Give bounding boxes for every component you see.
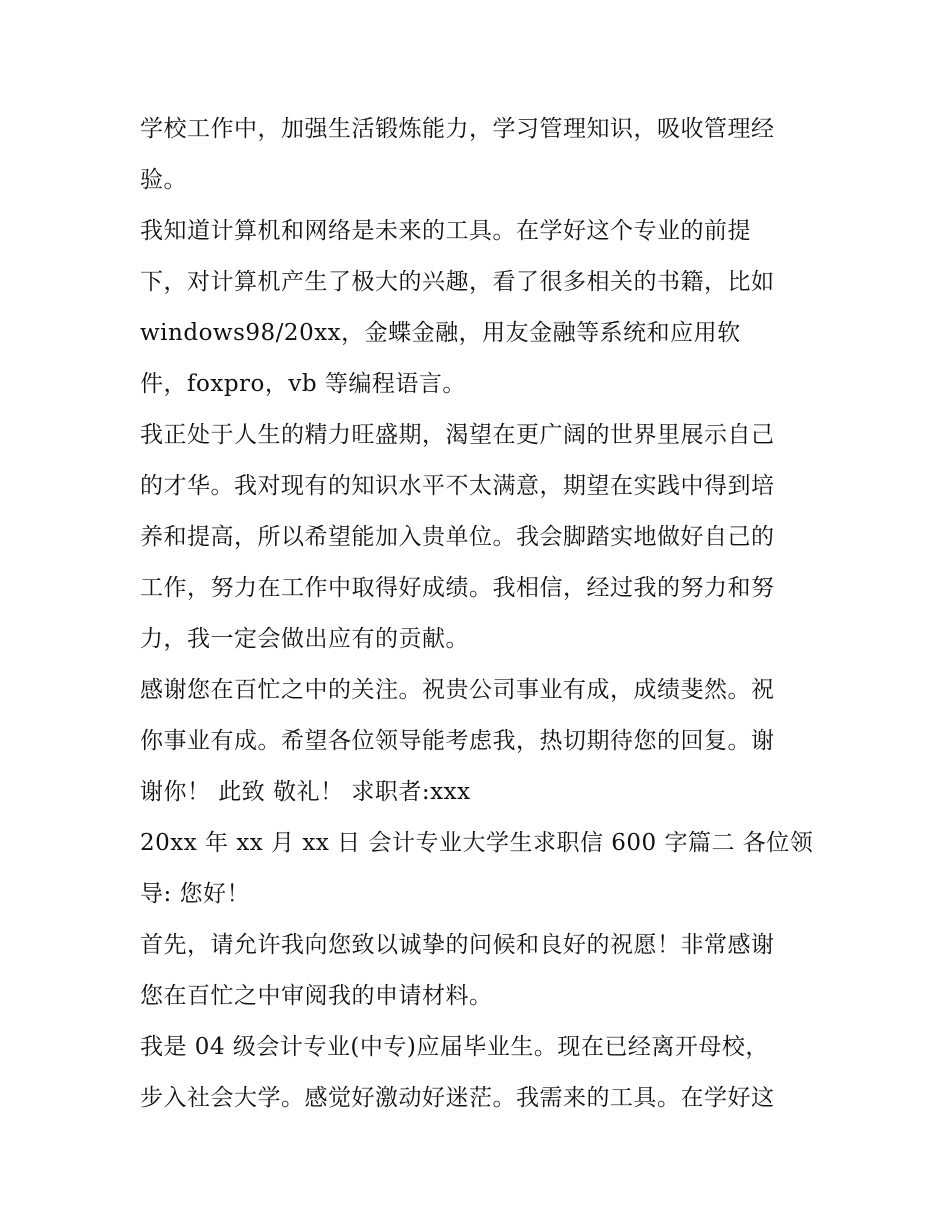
text-line: 导: 您好！ (140, 881, 251, 907)
text-line: 我正处于人生的精力旺盛期，渴望在更广阔的世界里展示自己 (140, 422, 775, 448)
text-line: 验。 (140, 167, 187, 193)
text-line: 你事业有成。希望各位领导能考虑我，热切期待您的回复。谢 (140, 728, 775, 754)
text-line: 养和提高，所以希望能加入贵单位。我会脚踏实地做好自己的 (140, 524, 775, 550)
text-line: 感谢您在百忙之中的关注。祝贵公司事业有成，成绩斐然。祝 (140, 677, 775, 703)
text-line: 步入社会大学。感觉好激动好迷茫。我需来的工具。在学好这 (140, 1085, 775, 1111)
document-body (140, 104, 820, 1124)
text-line: 首先，请允许我向您致以诚挚的问候和良好的祝愿！非常感谢 (140, 932, 775, 958)
text-line: windows98/20xx，金蝶金融，用友金融等系统和应用软 (140, 320, 741, 346)
text-line: 我知道计算机和网络是未来的工具。在学好这个专业的前提 (140, 218, 751, 244)
text-line: 工作，努力在工作中取得好成绩。我相信，经过我的努力和努 (140, 575, 775, 601)
text-line: 您在百忙之中审阅我的申请材料。 (140, 983, 493, 1009)
text-line: 下，对计算机产生了极大的兴趣，看了很多相关的书籍，比如 (140, 269, 775, 295)
text-line: 力，我一定会做出应有的贡献。 (140, 626, 469, 652)
text-line: 20xx 年 xx 月 xx 日 会计专业大学生求职信 600 字篇二 各位领 (140, 830, 814, 856)
text-line: 学校工作中，加强生活锻炼能力，学习管理知识，吸收管理经 (140, 116, 775, 142)
text-line: 我是 04 级会计专业(中专)应届毕业生。现在已经离开母校， (140, 1034, 769, 1060)
text-line: 谢你！ 此致 敬礼！ 求职者:xxx (140, 779, 471, 805)
text-line: 的才华。我对现有的知识水平不太满意，期望在实践中得到培 (140, 473, 775, 499)
text-line: 件，foxpro，vb 等编程语言。 (140, 371, 466, 397)
